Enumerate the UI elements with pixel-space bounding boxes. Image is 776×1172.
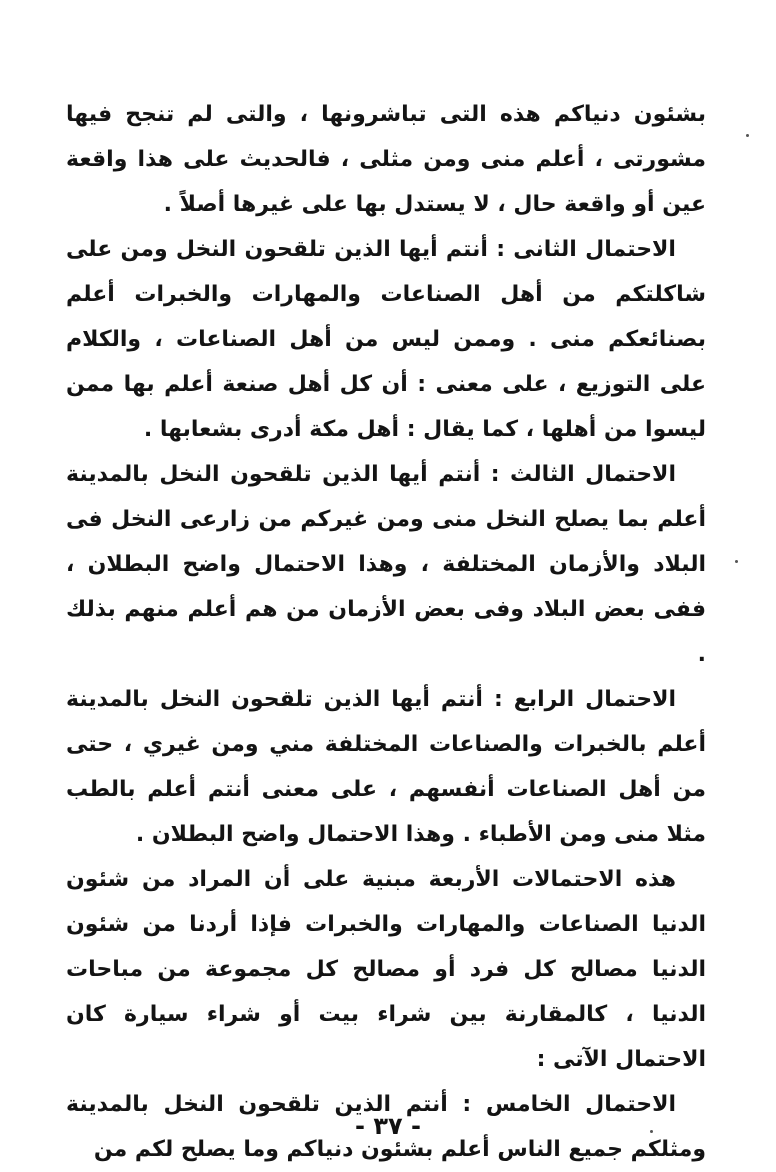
scan-speck — [650, 1130, 653, 1133]
paragraph-text: هذه الاحتمالات الأربعة مبنية على أن المراد من شئون الدنيا الصناعات والمهارات والخبرات فإذا أردنا من شئون الدنيا مصالح كل فرد أو مصالح كل مجموعة من مباحات الدنيا ، كالمقارنة بين شراء بيت أو شراء سيارة كان الاحتمال الآتى : — [66, 867, 706, 1072]
paragraph-text: أنتم أيها الذين تلقحون النخل ومن على شاكلتكم من أهل الصناعات والمهارات والخبرات أعلم بصنائعكم منى . وممن ليس من أهل الصناعات ، والكلام على التوزيع ، على معنى : أن كل أهل صنعة أعلم بها ممن ليسوا من أهلها ، كما يقال : أهل مكة أدرى بشعابها . — [66, 237, 706, 442]
paragraph-text: أنتم أيها الذين تلقحون النخل بالمدينة أعلم بالخبرات والصناعات المختلفة مني ومن غيري ، حتى من أهل الصناعات أنفسهم ، على معنى أنتم أعلم بالطب مثلا منى ومن الأطباء . وهذا الاحتمال واضح البطلان . — [66, 687, 706, 847]
paragraph-text: بشئون دنياكم هذه التى تباشرونها ، والتى لم تنجح فيها مشورتى ، أعلم منى ومن مثلى ، فالحديث على هذا واقعة عين أو واقعة حال ، لا يستدل بها على غيرها أصلاً . — [66, 102, 706, 217]
paragraph-heading: الاحتمال الخامس : — [462, 1092, 676, 1117]
paragraph-text: أنتم الذين تلقحون النخل بالمدينة ومثلكم جميع الناس أعلم بشئون دنياكم وما يصلح لكم من — [66, 1092, 706, 1162]
paragraph-summary — [66, 857, 706, 1082]
paragraph-heading: الاحتمال الثالث : — [490, 462, 676, 487]
paragraph-fourth-possibility — [66, 677, 706, 857]
paragraph-second-possibility — [66, 227, 706, 452]
paragraph-continuation — [66, 92, 706, 227]
paragraph-text: أنتم أيها الذين تلقحون النخل بالمدينة أعلم بما يصلح النخل منى ومن غيركم من زارعى النخل فى البلاد والأزمان المختلفة ، وهذا الاحتمال واضح البطلان ، ففى بعض البلاد وفى بعض الأزمان من هم أعلم منهم بذلك . — [66, 462, 706, 667]
page-number: - ٣٧ - — [355, 1112, 421, 1140]
scan-speck — [746, 134, 749, 137]
paragraph-heading: الاحتمال الثانى : — [496, 237, 676, 262]
paragraph-heading: الاحتمال الرابع : — [493, 687, 676, 712]
scan-speck — [735, 560, 738, 563]
page-body-text — [66, 92, 706, 1172]
paragraph-third-possibility — [66, 452, 706, 677]
